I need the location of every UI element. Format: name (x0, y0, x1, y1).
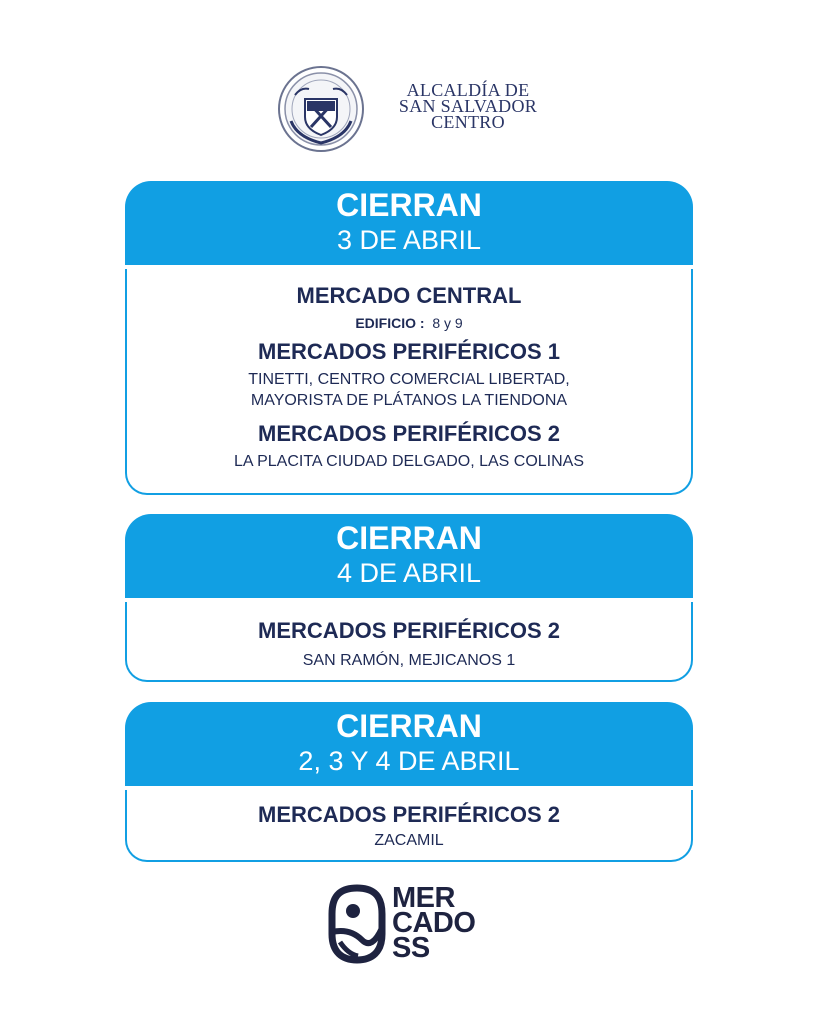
card-header (125, 702, 693, 786)
card-body (125, 602, 693, 682)
section-text: SAN RAMÓN, MEJICANOS 1 (302, 652, 516, 669)
section-title: MERCADOS PERIFÉRICOS 2 (258, 802, 560, 827)
header-line-2: SAN SALVADOR (398, 96, 538, 116)
section-title: MERCADOS PERIFÉRICOS 1 (258, 339, 560, 364)
card-title: CIERRAN (336, 520, 482, 556)
logo-line-3: SS (392, 932, 430, 964)
mercados-leaf-logo-icon (328, 884, 386, 964)
logo-line-2: CADO (392, 907, 476, 939)
logo-line-1: MER (392, 882, 455, 914)
section-title: MERCADO CENTRAL (296, 283, 522, 308)
header (0, 62, 819, 162)
card-title: CIERRAN (336, 708, 482, 744)
header-line-3: CENTRO (431, 112, 505, 132)
edificio-label: EDIFICIO : (355, 315, 425, 331)
section-text: TINETTI, CENTRO COMERCIAL LIBERTAD, (248, 371, 570, 388)
section-text: LA PLACITA CIUDAD DELGADO, LAS COLINAS (233, 453, 585, 470)
section-text: ZACAMIL (374, 832, 444, 849)
section-text: MAYORISTA DE PLÁTANOS LA TIENDONA (250, 392, 568, 409)
municipal-seal-icon (277, 65, 365, 153)
card-header (125, 181, 693, 265)
closure-card-3 (125, 702, 693, 862)
edificio-line (127, 313, 691, 333)
card-date: 3 DE ABRIL (336, 225, 482, 255)
card-body (125, 790, 693, 862)
logo-wordmark (392, 882, 476, 964)
card-body (125, 269, 693, 495)
card-title: CIERRAN (336, 187, 482, 223)
header-line-1: ALCALDÍA DE (406, 80, 530, 100)
card-date: 2, 3 Y 4 DE ABRIL (298, 746, 520, 776)
edificio-value: 8 y 9 (432, 315, 463, 331)
mercados-logo (328, 884, 496, 966)
municipality-name (383, 82, 553, 130)
card-date: 4 DE ABRIL (336, 558, 482, 588)
closure-card-2 (125, 514, 693, 682)
card-header (125, 514, 693, 598)
closure-card-1 (125, 181, 693, 495)
section-title: MERCADOS PERIFÉRICOS 2 (258, 618, 560, 643)
section-title: MERCADOS PERIFÉRICOS 2 (258, 421, 560, 446)
